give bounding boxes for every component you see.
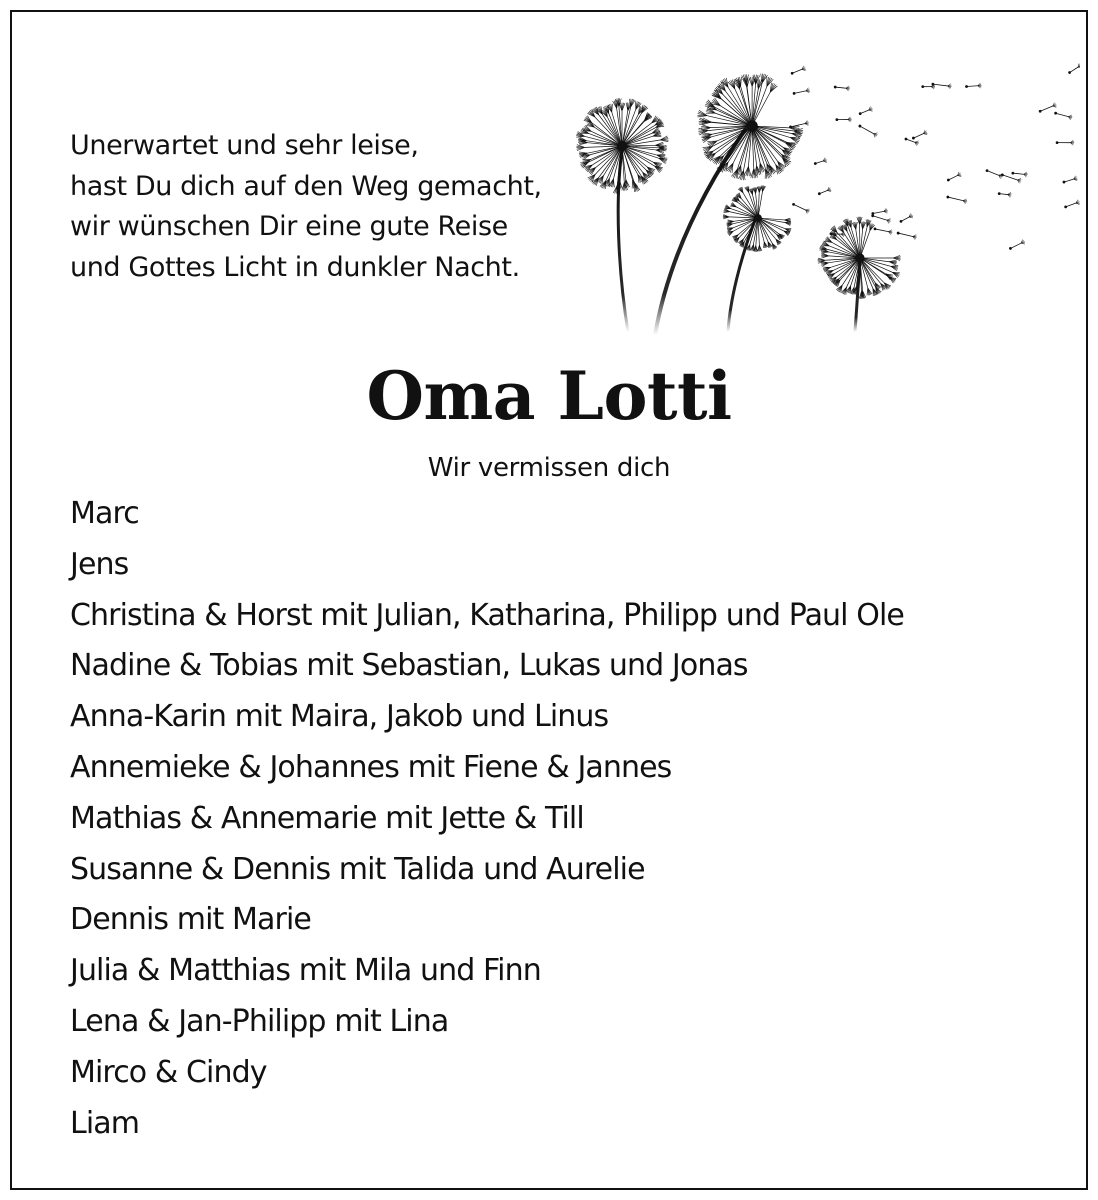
list-item: Susanne & Dennis mit Talida und Aurelie <box>70 851 645 887</box>
list-item: Julia & Matthias mit Mila und Finn <box>70 953 541 989</box>
list-item: Annemieke & Johannes mit Fiene & Jannes <box>70 749 672 785</box>
list-item: Lena & Jan-Philipp mit Lina <box>70 1003 449 1039</box>
poem-line: wir wünschen Dir eine gute Reise <box>70 211 508 242</box>
dandelion-icon <box>570 60 1080 340</box>
poem <box>70 126 590 288</box>
subtitle: Wir vermissen dich <box>427 453 671 483</box>
poem-line: und Gottes Licht in dunkler Nacht. <box>70 251 520 283</box>
list-item: Mathias & Annemarie mit Jette & Till <box>70 800 584 836</box>
list-item: Jens <box>70 546 129 582</box>
poem-line: Unerwartet und sehr leise, <box>70 130 419 161</box>
list-item: Dennis mit Marie <box>70 902 311 938</box>
list-item: Christina & Horst mit Julian, Katharina, Philipp und Paul Ole <box>70 597 904 633</box>
list-item: Marc <box>70 496 139 531</box>
list-item: Anna-Karin mit Maira, Jakob und Linus <box>70 699 609 735</box>
list-item: Liam <box>70 1105 140 1141</box>
deceased-name: Oma Lotti <box>366 357 732 435</box>
mourners-list <box>70 489 1070 1149</box>
poem-line: hast Du dich auf den Weg gemacht, <box>70 170 542 202</box>
list-item: Nadine & Tobias mit Sebastian, Lukas und Jonas <box>70 648 748 684</box>
list-item: Mirco & Cindy <box>70 1054 267 1090</box>
